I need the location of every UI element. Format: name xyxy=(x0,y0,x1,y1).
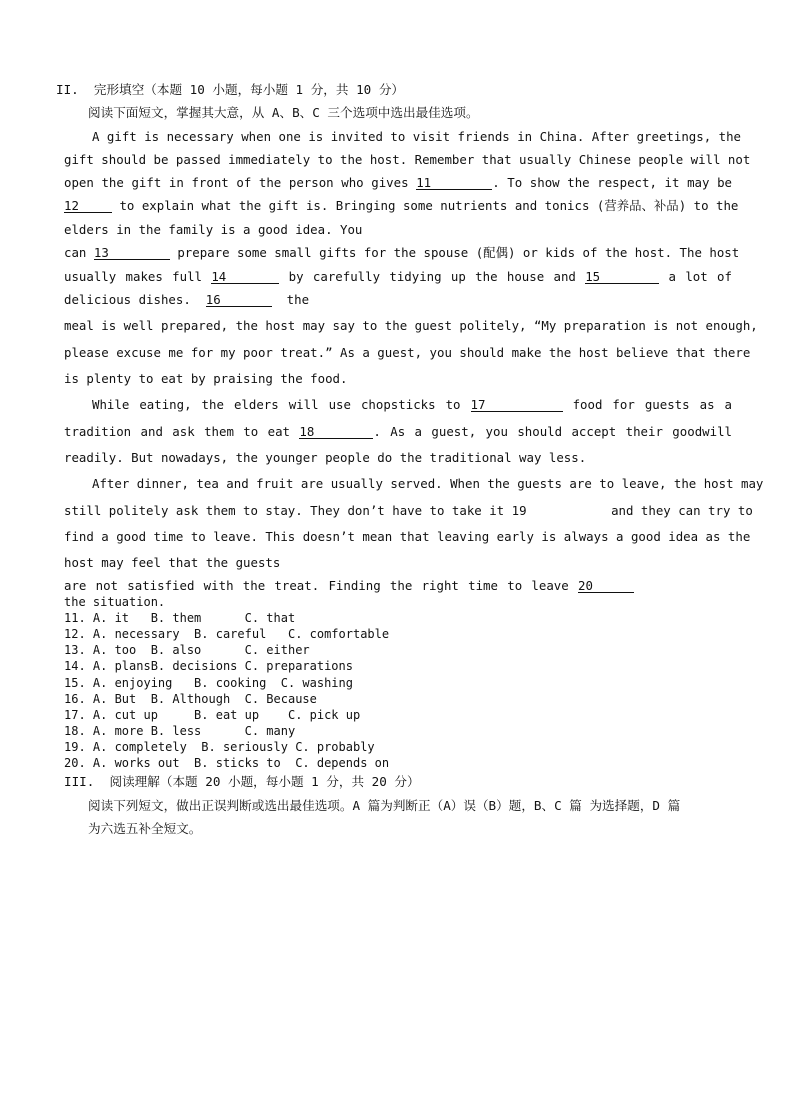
passage-line: meal is well prepared, the host may say to the guest politely, “My preparation is not enough, xyxy=(64,318,758,333)
option-row-16: 16. A. But B. Although C. Because xyxy=(64,692,317,706)
passage-line: the situation. xyxy=(64,595,166,609)
blank-13: 13 xyxy=(94,247,170,260)
option-row-18: 18. A. more B. less C. many xyxy=(64,724,296,738)
section-2-instruction: 阅读下面短文，掌握其大意，从 A、B、C 三个选项中选出最佳选项。 xyxy=(88,105,479,120)
passage-line: are not satisfied with the treat. Finding the right time to leave 20 xyxy=(64,579,634,593)
section-2-heading: II. 完形填空（本题 10 小题，每小题 1 分，共 10 分） xyxy=(56,82,405,97)
passage-line: host may feel that the guests xyxy=(64,555,281,570)
section-3-heading: III. 阅读理解（本题 20 小题，每小题 1 分，共 20 分） xyxy=(64,774,420,789)
option-row-17: 17. A. cut up B. eat up C. pick up xyxy=(64,708,361,722)
passage-line: A gift is necessary when one is invited to visit friends in China. After greetings, the xyxy=(92,129,742,144)
passage-line: can 13 prepare some small gifts for the spouse (配偶) or kids of the host. The host xyxy=(64,245,740,260)
passage-line: is plenty to eat by praising the food. xyxy=(64,371,348,386)
blank-12: 12 xyxy=(64,200,112,213)
blank-14: 14 xyxy=(211,271,279,284)
passage-line: still politely ask them to stay. They don’t have to take it 19 and they can try to xyxy=(64,503,753,518)
option-row-13: 13. A. too B. also C. either xyxy=(64,643,310,657)
blank-20: 20 xyxy=(578,580,634,593)
passage-line: find a good time to leave. This doesn’t mean that leaving early is always a good idea as the xyxy=(64,529,751,544)
passage-line: 12 to explain what the gift is. Bringing some nutrients and tonics (营养品、补品) to the xyxy=(64,198,739,213)
passage-line: tradition and ask them to eat 18 . As a guest, you should accept their goodwill xyxy=(64,424,732,439)
option-row-14: 14. A. plansB. decisions C. preparations xyxy=(64,659,353,673)
passage-line: While eating, the elders will use chopsticks to 17 food for guests as a xyxy=(92,397,732,412)
blank-16: 16 xyxy=(206,294,272,307)
blank-15: 15 xyxy=(585,271,659,284)
passage-line: usually makes full 14 by carefully tidying up the house and 15 a lot of xyxy=(64,269,732,284)
blank-11: 11 xyxy=(416,177,492,190)
blank-18: 18 xyxy=(299,426,373,439)
passage-line: open the gift in front of the person who gives 11 . To show the respect, it may be xyxy=(64,175,732,190)
option-row-15: 15. A. enjoying B. cooking C. washing xyxy=(64,676,353,690)
passage-line: please excuse me for my poor treat.” As a guest, you should make the host believe that there xyxy=(64,345,751,360)
option-row-11: 11. A. it B. them C. that xyxy=(64,611,296,625)
passage-line: delicious dishes. 16 the xyxy=(64,292,310,307)
blank-19: 19 xyxy=(511,503,527,518)
passage-line: After dinner, tea and fruit are usually served. When the guests are to leave, the host may xyxy=(92,476,764,491)
option-row-12: 12. A. necessary B. careful C. comfortable xyxy=(64,627,390,641)
passage-line: elders in the family is a good idea. You xyxy=(64,222,363,237)
passage-line: gift should be passed immediately to the host. Remember that usually Chinese people will not xyxy=(64,152,751,167)
section-3-instruction: 阅读下列短文，做出正误判断或选出最佳选项。A 篇为判断正（A）误（B）题，B、C 篇 为选择题，D 篇 xyxy=(88,798,681,813)
blank-17: 17 xyxy=(471,399,563,412)
option-row-20: 20. A. works out B. sticks to C. depends on xyxy=(64,756,390,770)
option-row-19: 19. A. completely B. seriously C. probably xyxy=(64,740,375,754)
section-3-instruction-cont: 为六选五补全短文。 xyxy=(88,821,202,836)
passage-line: readily. But nowadays, the younger people do the traditional way less. xyxy=(64,450,587,465)
